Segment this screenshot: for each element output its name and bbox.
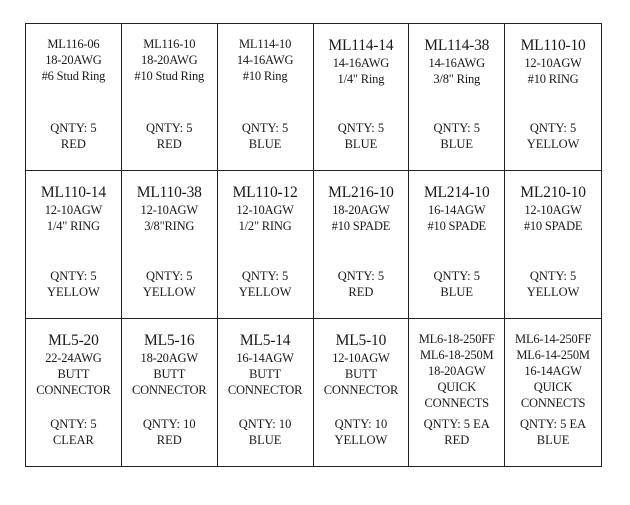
spec-line: CONNECTS xyxy=(520,395,586,410)
quantity-label: QNTY: 5 xyxy=(146,121,193,136)
color-label: YELLOW xyxy=(526,284,580,299)
terminal-description xyxy=(409,331,504,411)
spec-line: 12-10AGW xyxy=(524,203,582,218)
terminal-description xyxy=(505,331,601,411)
spec-line: 12-10AGW xyxy=(140,203,198,218)
spec-line: 3/8" Ring xyxy=(433,72,481,86)
terminal-description xyxy=(122,331,217,398)
color-label: RED xyxy=(156,432,182,447)
spec-line: CONNECTOR xyxy=(323,382,399,397)
spec-line: 18-20AGW xyxy=(140,350,198,365)
spec-line: 12-10AGW xyxy=(236,203,294,218)
spec-line: 12-10AGW xyxy=(524,56,582,70)
part-number: ML5-10 xyxy=(335,331,387,349)
spec-line: 16-14AGW xyxy=(524,363,582,378)
quantity-label: QNTY: 5 xyxy=(529,121,577,136)
color-label: BLUE xyxy=(440,284,474,299)
spec-line: 3/8"RING xyxy=(144,219,195,234)
spec-line: #10 Ring xyxy=(242,69,288,83)
spec-line: 1/4" Ring xyxy=(337,72,385,86)
terminal-cell xyxy=(26,171,122,318)
terminal-cell xyxy=(218,319,314,466)
terminal-cell xyxy=(314,319,410,466)
color-label: BLUE xyxy=(248,137,282,152)
quantity-label: QNTY: 10 xyxy=(142,416,196,431)
part-number: ML114-38 xyxy=(424,37,490,54)
quantity-block xyxy=(505,120,601,152)
part-number: ML110-10 xyxy=(520,37,586,54)
color-label: BLUE xyxy=(248,432,282,447)
part-number: ML116-10 xyxy=(143,37,196,51)
spec-line: QUICK xyxy=(437,379,477,394)
spec-line: CONNECTOR xyxy=(227,382,303,397)
quantity-label: QNTY: 10 xyxy=(334,416,388,431)
part-number: ML5-14 xyxy=(239,331,291,349)
part-number: ML110-12 xyxy=(232,184,298,202)
terminal-description xyxy=(26,331,121,398)
terminal-description xyxy=(122,36,217,84)
terminal-description xyxy=(409,36,504,87)
part-number: ML110-38 xyxy=(136,184,202,202)
part-number: ML5-20 xyxy=(48,331,99,349)
color-label: YELLOW xyxy=(47,284,100,299)
terminal-cell xyxy=(218,171,314,318)
quantity-label: QNTY: 5 xyxy=(433,121,480,136)
spec-line: #10 SPADE xyxy=(427,219,486,234)
part-number: ML210-10 xyxy=(520,184,586,202)
part-number: ML114-10 xyxy=(239,37,292,51)
terminal-cell xyxy=(505,24,601,171)
color-label: YELLOW xyxy=(238,284,292,299)
quantity-label: QNTY: 5 xyxy=(50,121,97,136)
part-number: ML216-10 xyxy=(328,184,394,202)
spec-line: 12-10AGW xyxy=(44,203,103,218)
spec-line: 14-16AWG xyxy=(236,53,294,67)
terminal-cell xyxy=(409,319,505,466)
quantity-block xyxy=(505,416,601,448)
part-number: ML5-16 xyxy=(144,331,195,349)
spec-line: ML6-14-250M xyxy=(516,347,590,362)
terminal-description xyxy=(218,183,313,234)
quantity-block xyxy=(218,268,313,300)
terminal-cell xyxy=(505,171,601,318)
spec-line: #10 RING xyxy=(527,72,579,86)
quantity-block xyxy=(505,268,601,300)
spec-line: #10 SPADE xyxy=(523,219,583,234)
spec-line: 22-24AWG xyxy=(45,350,102,365)
terminal-cell xyxy=(505,319,601,466)
quantity-label: QNTY: 10 xyxy=(238,416,292,431)
terminal-description xyxy=(26,36,121,84)
quantity-label: QNTY: 5 EA xyxy=(519,416,587,431)
spec-line: BUTT xyxy=(344,366,377,381)
quantity-label: QNTY: 5 xyxy=(50,268,97,283)
quantity-block xyxy=(122,268,217,300)
spec-line: #6 Stud Ring xyxy=(41,69,106,83)
color-label: RED xyxy=(60,137,86,152)
spec-line: #10 SPADE xyxy=(331,219,391,234)
spec-line: ML6-18-250M xyxy=(419,347,494,362)
spec-line: CONNECTOR xyxy=(132,382,207,397)
quantity-label: QNTY: 5 xyxy=(241,268,289,283)
terminal-cell xyxy=(314,24,410,171)
terminal-description xyxy=(314,331,409,398)
spec-line: BUTT xyxy=(57,366,90,381)
quantity-block xyxy=(122,120,217,152)
part-number: ML214-10 xyxy=(423,184,490,202)
quantity-block xyxy=(26,416,121,448)
terminal-description xyxy=(505,36,601,87)
terminal-cell xyxy=(122,171,218,318)
quantity-block xyxy=(218,416,313,448)
quantity-label: QNTY: 5 xyxy=(241,121,289,136)
spec-line: 18-20AGW xyxy=(332,203,390,218)
terminal-description xyxy=(314,36,409,87)
spec-line: CONNECTS xyxy=(424,395,489,410)
spec-line: 18-20AWG xyxy=(45,53,102,67)
terminal-description xyxy=(505,183,601,234)
quantity-block xyxy=(409,120,504,152)
color-label: RED xyxy=(348,284,374,299)
quantity-block xyxy=(26,268,121,300)
terminal-description xyxy=(218,331,313,398)
quantity-block xyxy=(409,268,504,300)
spec-line: 16-14AGW xyxy=(428,203,486,218)
color-label: CLEAR xyxy=(52,432,94,447)
part-number: ML116-06 xyxy=(47,37,100,51)
terminal-description xyxy=(218,36,313,84)
spec-line: 14-16AWG xyxy=(428,56,485,70)
quantity-block xyxy=(314,268,409,300)
part-number: ML110-14 xyxy=(40,184,106,202)
part-number: ML6-18-250FF xyxy=(418,331,495,346)
terminal-cell xyxy=(26,24,122,171)
spec-line: BUTT xyxy=(153,366,186,381)
color-label: YELLOW xyxy=(334,432,388,447)
spec-line: #10 Stud Ring xyxy=(134,69,205,83)
quantity-block xyxy=(314,120,409,152)
terminal-cell xyxy=(26,319,122,466)
quantity-label: QNTY: 5 xyxy=(337,121,385,136)
terminal-inventory-grid xyxy=(25,23,602,467)
spec-line: 1/4" RING xyxy=(46,219,100,234)
terminal-description xyxy=(409,183,504,234)
part-number: ML114-14 xyxy=(328,37,394,54)
spec-line: 18-20AGW xyxy=(428,363,486,378)
spec-line: 14-16AWG xyxy=(332,56,390,70)
color-label: BLUE xyxy=(344,137,378,152)
spec-line: 16-14AGW xyxy=(236,350,294,365)
spec-line: BUTT xyxy=(249,366,281,381)
terminal-cell xyxy=(122,319,218,466)
quantity-block xyxy=(314,416,409,448)
color-label: RED xyxy=(444,432,470,447)
spec-line: QUICK xyxy=(533,379,573,394)
terminal-cell xyxy=(314,171,410,318)
quantity-block xyxy=(26,120,121,152)
terminal-description xyxy=(122,183,217,234)
color-label: YELLOW xyxy=(142,284,196,299)
spec-line: 12-10AGW xyxy=(332,350,390,365)
quantity-label: QNTY: 5 xyxy=(146,268,193,283)
terminal-cell xyxy=(122,24,218,171)
quantity-label: QNTY: 5 xyxy=(433,268,480,283)
quantity-block xyxy=(122,416,217,448)
spec-line: CONNECTOR xyxy=(36,382,111,397)
terminal-cell xyxy=(409,171,505,318)
spec-line: 1/2" RING xyxy=(238,219,292,234)
spec-line: 18-20AWG xyxy=(141,53,198,67)
terminal-description xyxy=(26,183,121,234)
terminal-description xyxy=(314,183,409,234)
quantity-label: QNTY: 5 xyxy=(337,268,385,283)
color-label: YELLOW xyxy=(526,137,580,152)
quantity-label: QNTY: 5 xyxy=(529,268,577,283)
terminal-cell xyxy=(218,24,314,171)
part-number: ML6-14-250FF xyxy=(515,331,592,346)
terminal-cell xyxy=(409,24,505,171)
color-label: BLUE xyxy=(536,432,570,447)
color-label: BLUE xyxy=(440,137,474,152)
quantity-label: QNTY: 5 xyxy=(50,416,97,431)
quantity-block xyxy=(409,416,504,448)
color-label: RED xyxy=(156,137,182,152)
quantity-label: QNTY: 5 EA xyxy=(423,416,490,431)
quantity-block xyxy=(218,120,313,152)
